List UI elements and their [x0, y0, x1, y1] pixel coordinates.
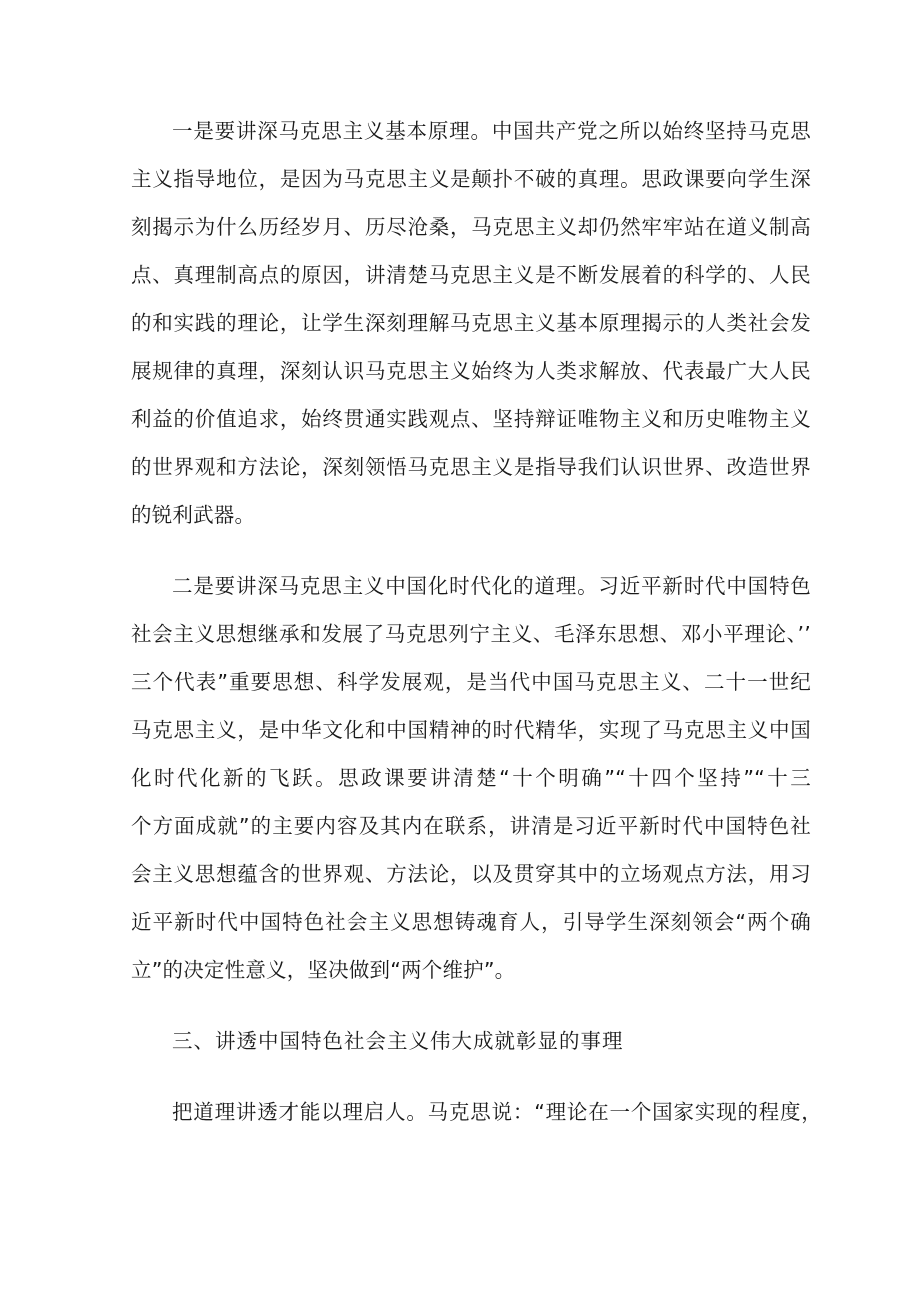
paragraph-1-line-1	[172, 114, 811, 148]
paragraph-1-line-6: 展规律的真理，深刻认识马克思主义始终为人类求解放、代表最广大人民	[131, 359, 811, 383]
paragraph-1-line-2: 主义指导地位，是因为马克思主义是颠扑不破的真理。思政课要向学生深	[131, 167, 811, 191]
paragraph-3-line-1: 把道理讲透才能以理启人。马克思说：“理论在一个国家实现的程度，	[172, 1100, 822, 1124]
paragraph-2-line-7: 会主义思想蕴含的世界观、方法论，以及贯穿其中的立场观点方法，用习	[131, 862, 811, 886]
paragraph-1-line-4: 点、真理制高点的原因，讲清楚马克思主义是不断发展着的科学的、人民	[131, 263, 811, 287]
paragraph-1-line-3: 刻揭示为什么历经岁月、历尽沧桑，马克思主义却仍然牢牢站在道义制高	[131, 215, 811, 239]
paragraph-2-line-8: 近平新时代中国特色社会主义思想铸魂育人，引导学生深刻领会“两个确	[131, 910, 811, 934]
paragraph-1-line-1-text: 中国共产党之所以始终坚持马克思	[491, 119, 811, 143]
paragraph-2-lead: 二是要讲深马克思主义中国化时代化的道理。	[172, 574, 599, 598]
paragraph-2-line-2: 社会主义思想继承和发展了马克思列宁主义、毛泽东思想、邓小平理论、’’	[131, 622, 811, 646]
paragraph-1-line-7: 利益的价值追求，始终贯通实践观点、坚持辩证唯物主义和历史唯物主义	[131, 407, 811, 431]
paragraph-2-line-5: 化时代化新的飞跃。思政课要讲清楚“十个明确”“十四个坚持”“十三	[131, 766, 811, 790]
paragraph-2-line-1-text: 习近平新时代中国特色	[598, 574, 811, 598]
paragraph-1-lead: 一是要讲深马克思主义基本原理。	[172, 119, 492, 143]
paragraph-1-line-9: 的锐利武器。	[131, 503, 256, 527]
section-heading-3: 三、讲透中国特色社会主义伟大成就彰显的事理	[172, 1029, 624, 1053]
paragraph-1-line-8: 的世界观和方法论，深刻领悟马克思主义是指导我们认识世界、改造世界	[131, 455, 811, 479]
paragraph-2-line-3: 三个代表”重要思想、科学发展观，是当代中国马克思主义、二十一世纪	[131, 670, 811, 694]
paragraph-2-line-6: 个方面成就”的主要内容及其内在联系，讲清是习近平新时代中国特色社	[131, 814, 811, 838]
paragraph-2-line-4: 马克思主义，是中华文化和中国精神的时代精华，实现了马克思主义中国	[131, 718, 811, 742]
paragraph-2-line-9: 立”的决定性意义，坚决做到“两个维护”。	[131, 958, 516, 982]
paragraph-1-line-5: 的和实践的理论，让学生深刻理解马克思主义基本原理揭示的人类社会发	[131, 311, 811, 335]
paragraph-2-line-1	[172, 569, 811, 603]
